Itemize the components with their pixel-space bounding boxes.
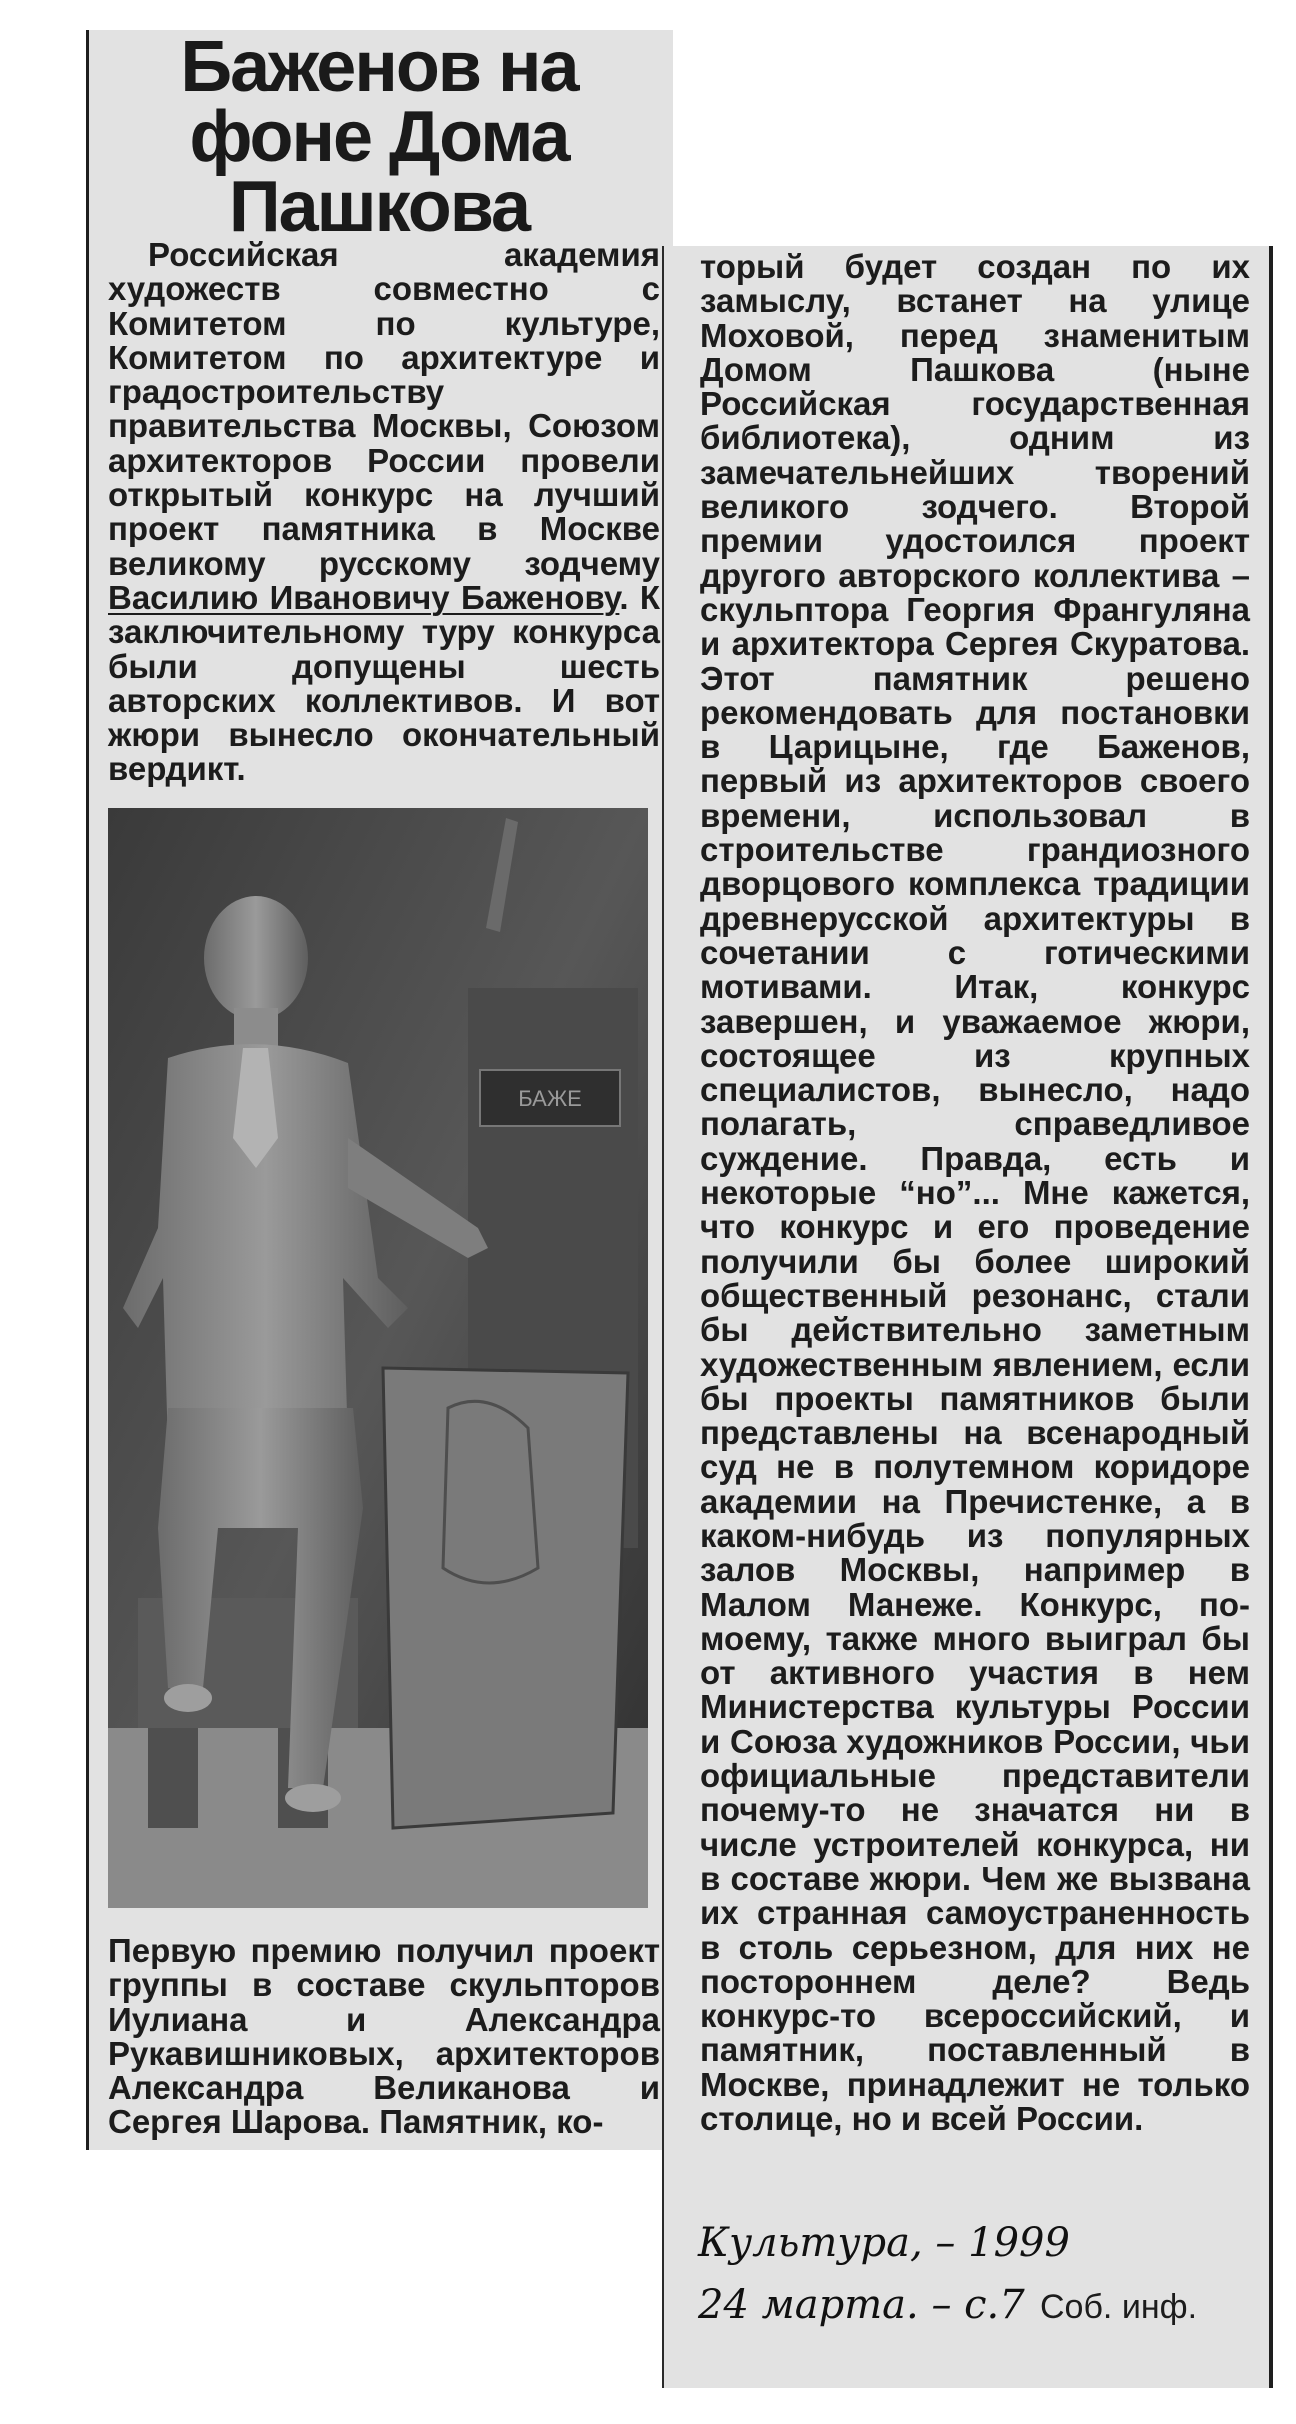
handwritten-source: Культура, – 1999 <box>698 2220 1070 2266</box>
intro-paragraph <box>108 238 660 787</box>
monument-model-photo <box>108 808 648 1908</box>
intro-text-end: . К заключительному туру конкурса были допущены шесть авторских коллективов. И вот жюри вынесло окончательный вердикт. <box>108 578 660 788</box>
statue-right-shoe <box>285 1784 341 1812</box>
architect-name-underlined: Василию Ивановичу Баженову <box>108 578 620 616</box>
pedestal-inscription: БАЖЕ <box>518 1086 582 1111</box>
statue-left-shoe <box>164 1684 212 1712</box>
headline: Баженов на фоне Дома Пашкова <box>180 27 578 247</box>
chair-leg-left <box>148 1728 198 1828</box>
statue-neck <box>234 1008 278 1048</box>
architectural-drawing-board <box>383 1368 628 1828</box>
column1-continuation: Первую премию получил проект группы в составе скульпторов Иулиана и Александра Рукавишниковых, архитекторов Александра Великанова и Сергея Шарова. Памятник, ко- <box>108 1932 660 2141</box>
intro-text-start: Российская академия художеств совместно с Комитетом по культуре, Комитетом по архитектуре и градостроительству правительства Москвы, Союзом архитекторов России провели открытый конкурс на лучший проект памятника в Москве великому русскому зодчему <box>108 236 660 582</box>
byline-signature: Соб. инф. <box>1040 2288 1198 2326</box>
column2-text: торый будет создан по их замыслу, встанет на улице Моховой, перед знаменитым Домом Пашкова (ныне Российская государственная библиотека), одним из замечательнейших творений великого зодчего. Второй премии удостоился проект другого авторского коллектива – скульптора Георгия Франгуляна и архитектора Сергея Скуратова. Этот памятник решено рекомендовать для постановки в Царицыне, где Баженов, первый из архитекторов своего времени, использовал в строительстве грандиозного дворцового комплекса традиции древнерусской архитектуры в сочетании с готическими мотивами. Итак, конкурс завершен, и уважаемое жюри, состоящее из крупных специалистов, вынесло, надо полагать, справедливое суждение. Правда, есть и некоторые “но”... Мне кажется, что конкурс и его проведение получили бы более широкий общественный резонанс, стали бы действительно заметным художественным явлением, если бы проекты памятников были представлены на всенародный суд не в полутемном коридоре академии на Пречистенке, а в каком-нибудь из популярных залов Москвы, например в Малом Манеже. Конкурс, по-моему, также много выиграл бы от активного участия в нем Министерства культуры России и Союза художников России, чьи официальные представители почему-то не значатся ни в числе устроителей конкурса, ни в составе жюри. Чем же вызвана их странная самоустраненность в столь серьезном, для них не постороннем деле? Ведь конкурс-то всероссийский, и памятник, поставленный в Москве, принадлежит не только столице, но и всей России. <box>700 248 1250 2138</box>
statue-head <box>204 896 308 1020</box>
handwritten-date: 24 марта. – с.7 <box>698 2282 1025 2328</box>
